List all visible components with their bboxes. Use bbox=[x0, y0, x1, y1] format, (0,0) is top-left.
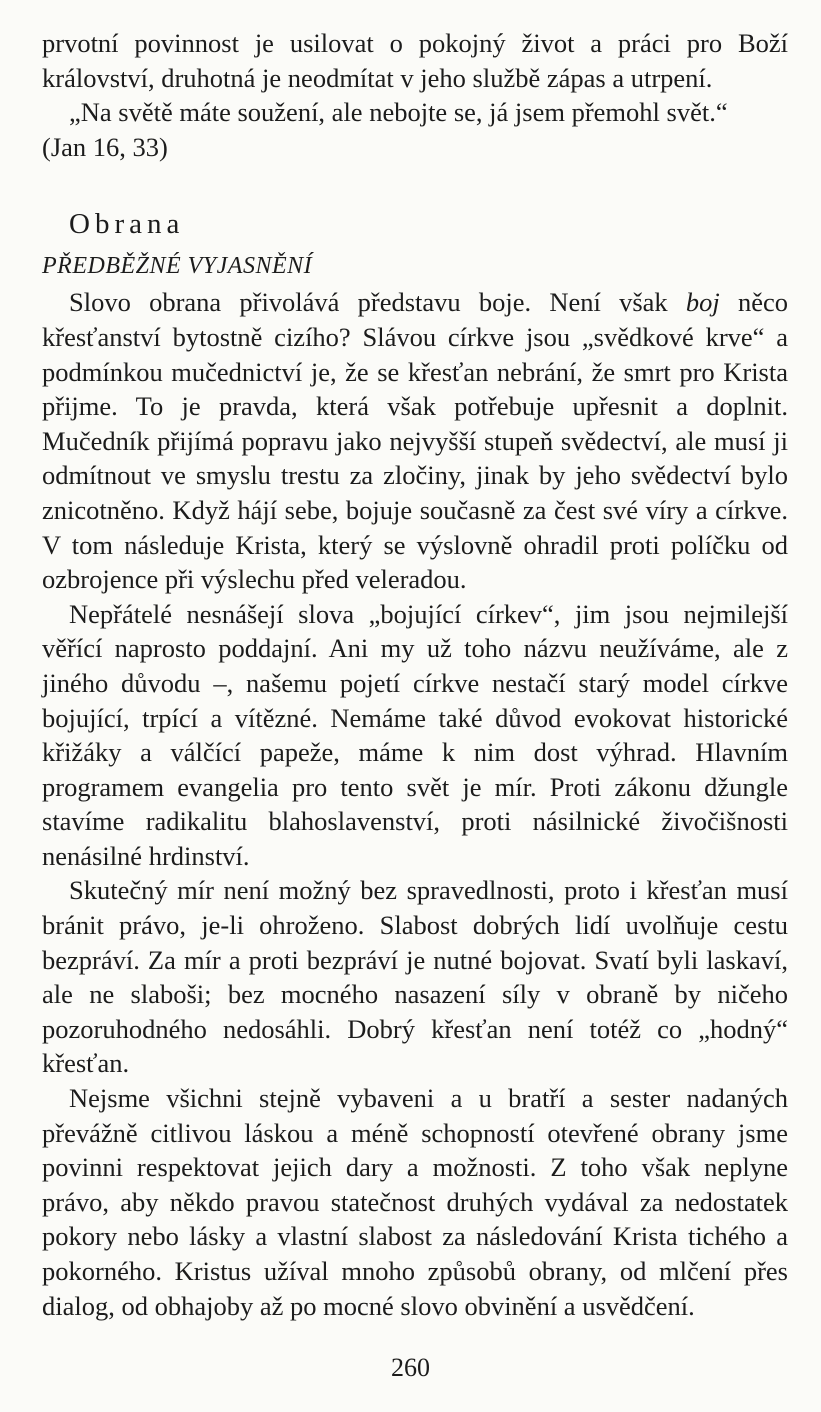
subheading: PŘEDBĚŽNÉ VYJASNĚNÍ bbox=[42, 253, 313, 280]
paragraph-4: Nejsme všichni stejně vybaveni a u bratří a sester nadaných převážně citlivou láskou a méně schopností otevřené obrany jsme povinni respektovat jejich dary a možnosti. Z toho však neplyne právo, aby někdo pravou statečnost druhých vydával za nedostatek pokory nebo lásky a vlastní slabost za následování Krista tichého a pokorného. Kristus užíval mnoho způsobů obrany, od mlčení přes dialog, od obhajoby až po mocné slovo obvinění a usvědčení. bbox=[42, 1083, 788, 1321]
section-heading: Obrana bbox=[69, 208, 185, 241]
paragraph-1 bbox=[42, 285, 788, 596]
paragraph-3: Skutečný mír není možný bez spravedlnosti, proto i křesťan musí bránit právo, je-li ohroženo. Slabost dobrých lidí uvolňuje cestu bezpráví. Za mír a proti bezpráví je nutné bojovat. Svatí byli laskaví, ale ne slaboši; bez mocného nasazení síly v obraně by ničeho pozoruhodného nedosáhli. Dobrý křesťan není totéž co „hodný“ křesťan. bbox=[42, 875, 788, 1079]
paragraph-1-start: Slovo obrana přivolává představu boje. Není však bbox=[69, 287, 686, 318]
paragraph-1-rest: něco křesťanství bytostně cizího? Slávou církve jsou „svědkové krve“ a podmínkou mučednictví je, že se křesťan nebrání, že smrt pro Krista přijme. To je pravda, která však potřebuje upřesnit a doplnit. Mučedník přijímá popravu jako nejvyšší stupeň svědectví, ale musí ji odmítnout ve smyslu trestu za zločiny, jinak by jeho svědectví bylo znicotněno. Když hájí sebe, bojuje současně za čest své víry a církve. V tom následuje Krista, který se výslovně ohradil proti políčku od ozbrojence při výslechu před veleradou. bbox=[42, 287, 788, 595]
bible-quote: „Na světě máte soužení, ale nebojte se, já jsem přemohl svět.“ bbox=[69, 97, 728, 128]
page-number: 260 bbox=[391, 1353, 430, 1382]
quote-reference: (Jan 16, 33) bbox=[42, 131, 168, 162]
book-page bbox=[42, 26, 788, 1323]
paragraph-1-emphasis: boj bbox=[685, 287, 720, 318]
opening-paragraph: prvotní povinnost je usilovat o pokojný život a práci pro Boží království, druhotná je neodmítat v jeho službě zápas a utrpení. bbox=[42, 28, 788, 93]
paragraph-2: Nepřátelé nesnášejí slova „bojující církev“, jim jsou nejmilejší věřící naprosto poddajní. Ani my už toho názvu neužíváme, ale z jiného důvodu –, našemu pojetí církve nestačí starý model církve bojující, trpící a vítězné. Nemáme také důvod evokovat historické křižáky a válčící papeže, máme k nim dost výhrad. Hlavním programem evangelia pro tento svět je mír. Proti zákonu džungle stavíme radikalitu blahoslavenství, proti násilnické živočišnosti nenásilné hrdinství. bbox=[42, 598, 788, 871]
